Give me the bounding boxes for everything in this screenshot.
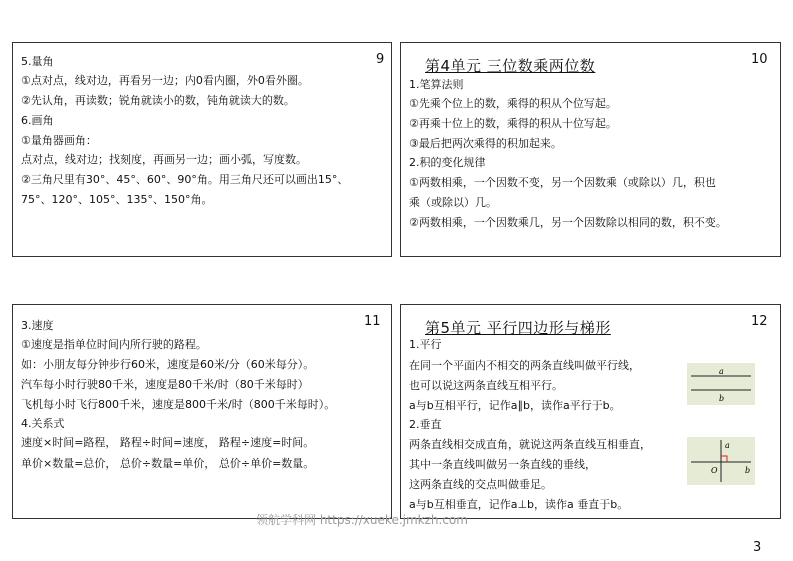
card-number: 12	[751, 314, 768, 329]
text-line: a与b互相垂直，记作a⊥b，读作a 垂直于b。	[409, 498, 629, 511]
text-line: 两条直线相交成直角，就说这两条直线互相垂直，	[409, 438, 651, 451]
card-12	[400, 304, 781, 519]
text-line: 也可以说这两条直线互相平行。	[409, 379, 563, 392]
text-line: 速度×时间=路程， 路程÷时间=速度， 路程÷速度=时间。	[21, 436, 315, 449]
text-line: 4.关系式	[21, 417, 65, 430]
text-line: 乘（或除以）几。	[409, 196, 497, 209]
text-line: ②三角尺里有30°、45°、60°、90°角。用三角尺还可以画出15°、	[21, 173, 349, 186]
text-line: ①先乘个位上的数，乘得的积从个位写起。	[409, 97, 617, 110]
text-line: 这两条直线的交点叫做垂足。	[409, 478, 552, 491]
text-line: 在同一个平面内不相交的两条直线叫做平行线，	[409, 359, 640, 372]
perpendicular-label-o: O	[711, 466, 718, 475]
text-line: ①点对点，线对边，再看另一边；内0看内圈，外0看外圈。	[21, 74, 309, 87]
text-line: a与b互相平行，记作a∥b，读作a平行于b。	[409, 399, 621, 412]
unit-title: 第4单元 三位数乘两位数	[425, 57, 596, 75]
text-line: ①速度是指单位时间内所行驶的路程。	[21, 338, 207, 351]
text-line: 1.笔算法则	[409, 78, 464, 91]
parallel-label-b: b	[719, 394, 725, 403]
parallel-lines-figure	[687, 363, 755, 405]
text-line: 汽车每小时行驶80千米，速度是80千米/时（80千米每时）	[21, 378, 309, 391]
card-10	[400, 42, 781, 257]
text-line: 5.量角	[21, 55, 54, 68]
text-line: 2.垂直	[409, 418, 442, 431]
card-11	[12, 304, 392, 519]
perpendicular-label-a: a	[725, 441, 730, 450]
text-line: ②先认角，再读数；锐角就读小的数，钝角就读大的数。	[21, 94, 295, 107]
text-line: ①量角器画角：	[21, 134, 97, 147]
text-line: 3.速度	[21, 319, 54, 332]
card-9	[12, 42, 392, 257]
text-line: 1.平行	[409, 338, 442, 351]
text-line: ③最后把两次乘得的积加起来。	[409, 137, 562, 150]
card-number: 10	[751, 52, 768, 67]
card-number: 9	[376, 52, 385, 67]
text-line: ②再乘十位上的数，乘得的积从十位写起。	[409, 117, 617, 130]
parallel-lines-svg	[687, 363, 755, 405]
perpendicular-lines-svg	[687, 437, 755, 485]
text-line: 75°、120°、105°、135°、150°角。	[21, 193, 213, 206]
text-line: 单价×数量=总价， 总价÷数量=单价， 总价÷单价=数量。	[21, 457, 315, 470]
text-line: 其中一条直线叫做另一条直线的垂线，	[409, 458, 596, 471]
text-line: 6.画角	[21, 114, 54, 127]
text-line: 点对点，线对边；找刻度，再画另一边；画小弧，写度数。	[21, 153, 307, 166]
unit-title: 第5单元 平行四边形与梯形	[425, 319, 611, 337]
text-line: 如：小朋友每分钟步行60米，速度是60米/分（60米每分）。	[21, 358, 315, 371]
text-line: 飞机每小时飞行800千米，速度是800千米/时（800千米每时）。	[21, 398, 336, 411]
parallel-label-a: a	[719, 367, 724, 376]
page-number: 3	[753, 540, 762, 555]
card-number: 11	[364, 314, 381, 329]
watermark: 领航学科网 https://xueke.jmkzh.com	[256, 513, 468, 527]
text-line: ②两数相乘，一个因数乘几，另一个因数除以相同的数，积不变。	[409, 216, 727, 229]
perpendicular-label-b: b	[745, 466, 751, 475]
perpendicular-lines-figure	[687, 437, 755, 485]
text-line: 2.积的变化规律	[409, 156, 486, 169]
text-line: ①两数相乘，一个因数不变，另一个因数乘（或除以）几，积也	[409, 176, 716, 189]
